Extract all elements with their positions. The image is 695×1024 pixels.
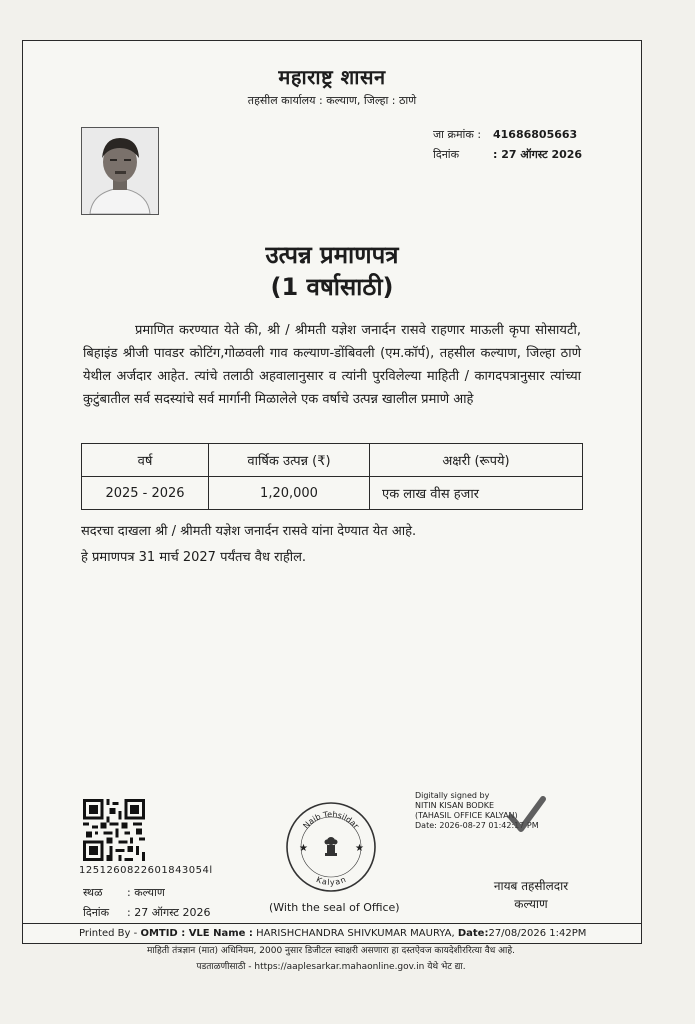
seal-top-text: Naib Tehsildar	[301, 809, 361, 831]
digsig-line1: Digitally signed by	[415, 791, 490, 800]
issued-to-note: सदरचा दाखला श्री / श्रीमती यज्ञेश जनार्दन रासवे यांना देण्यात येत आहे.	[81, 524, 417, 539]
col-words-header: अक्षरी (रूपये)	[370, 444, 583, 477]
footer-verification-link[interactable]: पडताळणीसाठी - https://aaplesarkar.mahaonline.gov.in येथे भेट द्या.	[196, 962, 466, 972]
digsig-signer: NITIN KISAN BODKE	[415, 801, 495, 810]
income-cell: 1,20,000	[209, 477, 370, 510]
svg-text:Naib Tehsildar	[301, 810, 361, 831]
printed-by-line	[23, 923, 641, 939]
officer-block	[475, 877, 587, 913]
certificate-body: प्रमाणित करण्यात येते की, श्री / श्रीमती यज्ञेश जनार्दन रासवे राहणार माऊली कृपा सोसायटी, बिहाइंड श्रीजी पावडर कोटिंग,गोळवली गाव कल्याण-डोंबिवली (एम.कॉर्प), तहसील कल्याण, जिल्हा ठाणे येथील अर्जदार आहेत. त्यांचे तलाठी अहवालानुसार व त्यांनी पुरविलेल्या माहिती / कागदपत्रानुसार त्यांच्या कुटुंबातील सर्व सदस्यांचे सर्व मार्गानी मिळालेले एक वर्षाचे उत्पन्न खालील प्रमाणे आहे	[83, 323, 581, 407]
income-words-cell: एक लाख वीस हजार	[370, 477, 583, 510]
issue-date: : 27 ऑगस्ट 2026	[493, 148, 583, 161]
certificate-subtitle: (1 वर्षासाठी)	[270, 273, 394, 301]
place-value: : कल्याण	[127, 886, 165, 899]
issue-date-label: दिनांक	[433, 148, 460, 161]
bottom-date-label: दिनांक	[83, 906, 110, 919]
bottom-date-value: : 27 ऑगस्ट 2026	[127, 906, 211, 919]
qr-code[interactable]	[81, 799, 147, 861]
col-income-header: वार्षिक उत्पन्न (₹)	[209, 444, 370, 477]
income-table-header-row	[82, 444, 583, 477]
ref-number-label: जा क्रमांक :	[433, 128, 482, 141]
digsig-date: Date: 2026-08-27 01:42:17 PM	[415, 821, 539, 830]
footer-legal-note: माहिती तंत्रज्ञान (मात) अधिनियम, 2000 नुसार डिजीटल स्वाक्षरी असणारा हा दस्तऐवज कायदेशीररित्या वैध आहे.	[146, 946, 516, 956]
seal-bottom-text: Kalyan	[314, 874, 348, 888]
office-seal	[285, 801, 377, 893]
signature-tick-icon	[507, 793, 547, 839]
income-table	[81, 443, 583, 510]
emblem-icon	[325, 837, 338, 856]
vle-name: HARISHCHANDRA SHIVKUMAR MAURYA,	[256, 928, 455, 939]
table-row	[82, 477, 583, 510]
certificate-sheet	[22, 40, 642, 944]
application-number: 1251260822601843054l	[79, 865, 213, 876]
digsig-office: (TAHASIL OFFICE KALYAN)	[415, 811, 518, 820]
print-date-label: Date:	[457, 928, 489, 939]
print-date: 27/08/2026 1:42PM	[488, 928, 587, 939]
certificate-title: उत्पन्न प्रमाणपत्र	[265, 241, 399, 269]
ref-number: 41686805663	[493, 128, 578, 141]
certificate-meta	[433, 125, 582, 165]
year-cell: 2025 - 2026	[82, 477, 209, 510]
applicant-photo	[81, 127, 159, 215]
officer-designation: नायब तहसीलदार	[493, 879, 569, 893]
place-label: स्थळ	[83, 886, 103, 899]
officer-place: कल्याण	[514, 897, 548, 911]
seal-note: (With the seal of Office)	[269, 901, 400, 914]
col-year-header: वर्ष	[82, 444, 209, 477]
issuing-office: तहसील कार्यालय : कल्याण, जिल्हा : ठाणे	[247, 94, 417, 107]
certificate-title-block	[23, 239, 641, 303]
validity-note: हे प्रमाणपत्र 31 मार्च 2027 पर्यंतच वैध राहील.	[81, 550, 307, 565]
svg-text:★: ★	[355, 843, 364, 854]
government-title: महाराष्ट्र शासन	[278, 65, 386, 89]
printed-by-label: Printed By -	[79, 928, 138, 939]
omtid-label: OMTID : VLE Name :	[140, 928, 253, 939]
place-date-block	[83, 883, 210, 923]
svg-text:★: ★	[299, 843, 308, 854]
